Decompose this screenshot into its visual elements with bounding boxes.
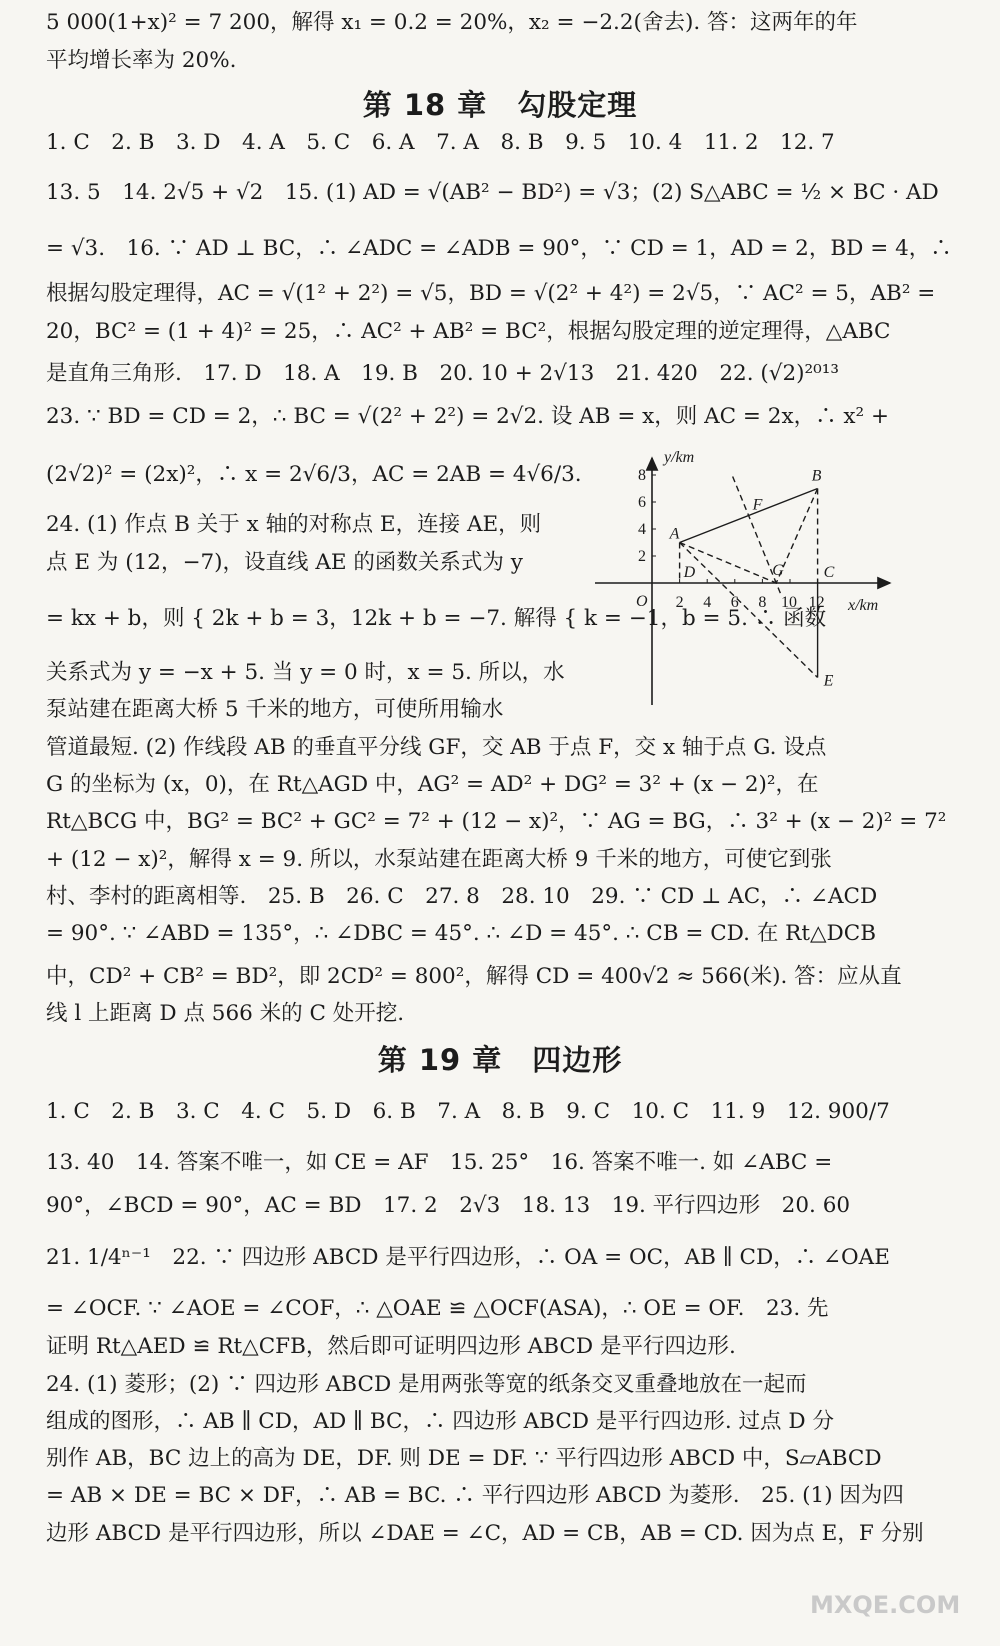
text-line-19: + (12 − x)²，解得 x = 9. 所以，水泵站建在距离大桥 9 千米的地方，可使它到张 (46, 847, 832, 872)
text-line-14: 关系式为 y = −x + 5. 当 y = 0 时，x = 5. 所以，水 (46, 660, 565, 685)
text-line-32: 别作 AB，BC 边上的高为 DE，DF. 则 DE = DF. ∵ 平行四边形 ABCD 中，S▱ABCD (46, 1446, 882, 1471)
chapter-19-heading: 第 19 章 四边形 (377, 1043, 623, 1077)
text-line-15: 泵站建在距离大桥 5 千米的地方，可使所用输水 (46, 697, 504, 722)
text-line-20: 村、李村的距离相等. 25. B 26. C 27. 8 28. 10 29. ∵ CD ⊥ AC，∴ ∠ACD (46, 884, 878, 909)
text-line-26: 90°，∠BCD = 90°，AC = BD 17. 2 2√3 18. 13 19. 平行四边形 20. 60 (46, 1193, 851, 1218)
text-line-5: = √3. 16. ∵ AD ⊥ BC，∴ ∠ADC = ∠ADB = 90°，∵ CD = 1，AD = 2，BD = 4，∴ (46, 236, 952, 261)
point-label-c: C (823, 564, 835, 581)
x-tick-label: 10 (781, 594, 797, 611)
text-line-2: 平均增长率为 20%. (46, 48, 237, 73)
text-line-1: 5 000(1+x)² = 7 200，解得 x₁ = 0.2 = 20%，x₂ = −2.2(舍去). 答：这两年的年 (46, 10, 858, 35)
text-line-6: 根据勾股定理得，AC = √(1² + 2²) = √5，BD = √(2² + 4²) = 2√5，∵ AC² = 5，AB² = (46, 281, 936, 306)
point-label-a: A (669, 525, 680, 543)
y-tick-label: 8 (638, 467, 646, 484)
y-tick-label: 2 (638, 548, 646, 565)
text-line-27: 21. 1/4ⁿ⁻¹ 22. ∵ 四边形 ABCD 是平行四边形，∴ OA = OC，AB ∥ CD，∴ ∠OAE (46, 1245, 890, 1270)
text-line-13: = kx + b，则 { 2k + b = 3，12k + b = −7. 解得 { k = −1，b = 5. ∴ 函数 (46, 606, 827, 631)
x-tick-label: 4 (703, 594, 712, 611)
text-line-33: = AB × DE = BC × DF，∴ AB = BC. ∴ 平行四边形 ABCD 为菱形. 25. (1) 因为四 (46, 1483, 904, 1508)
point-label-b: B (811, 467, 822, 485)
text-line-18: Rt△BCG 中，BG² = BC² + GC² = 7² + (12 − x)²，∵ AG = BG，∴ 3² + (x − 2)² = 7² (46, 809, 947, 834)
x-tick-label: 8 (758, 594, 767, 611)
text-line-10: (2√2)² = (2x)²，∴ x = 2√6/3，AC = 2AB = 4√6/3. (46, 462, 582, 487)
site-watermark: MXQE.COM (810, 1591, 961, 1619)
text-line-29: 证明 Rt△AED ≌ Rt△CFB，然后即可证明四边形 ABCD 是平行四边形. (46, 1334, 736, 1359)
text-line-31: 组成的图形，∴ AB ∥ CD，AD ∥ BC，∴ 四边形 ABCD 是平行四边形. 过点 D 分 (46, 1409, 834, 1434)
text-line-24: 1. C 2. B 3. C 4. C 5. D 6. B 7. A 8. B 9. C 10. C 11. 9 12. 900/7 (46, 1099, 890, 1124)
text-line-4: 13. 5 14. 2√5 + √2 15. (1) AD = √(AB² − BD²) = √3；(2) S△ABC = ½ × BC · AD (46, 180, 939, 205)
point-label-d: D (683, 564, 696, 581)
coordinate-graph (590, 450, 950, 720)
text-line-16: 管道最短. (2) 作线段 AB 的垂直平分线 GF，交 AB 于点 F，交 x 轴于点 G. 设点 (46, 735, 827, 760)
chapter-18-heading: 第 18 章 勾股定理 (362, 88, 638, 122)
text-line-25: 13. 40 14. 答案不唯一，如 CE = AF 15. 25° 16. 答案不唯一. 如 ∠ABC = (46, 1150, 833, 1175)
y-axis-label: y/km (664, 449, 695, 466)
text-line-8: 是直角三角形. 17. D 18. A 19. B 20. 10 + 2√13 21. 420 22. (√2)²⁰¹³ (46, 361, 840, 386)
x-tick-label: 6 (730, 594, 739, 611)
text-line-34: 边形 ABCD 是平行四边形，所以 ∠DAE = ∠C，AD = CB，AB = CD. 因为点 E，F 分别 (46, 1521, 924, 1546)
x-tick-label: 12 (808, 594, 825, 611)
text-line-23: 线 l 上距离 D 点 566 米的 C 处开挖. (46, 1001, 405, 1026)
text-line-17: G 的坐标为 (x，0)，在 Rt△AGD 中，AG² = AD² + DG² = 3² + (x − 2)²，在 (46, 772, 819, 797)
origin-label: O (636, 593, 648, 610)
text-line-9: 23. ∵ BD = CD = 2，∴ BC = √(2² + 2²) = 2√2. 设 AB = x，则 AC = 2x，∴ x² + (46, 404, 890, 429)
text-line-7: 20，BC² = (1 + 4)² = 25，∴ AC² + AB² = BC²，根据勾股定理的逆定理得，△ABC (46, 319, 891, 344)
text-line-22: 中，CD² + CB² = BD²，即 2CD² = 800²，解得 CD = 400√2 ≈ 566(米). 答：应从直 (46, 964, 902, 989)
text-line-30: 24. (1) 菱形；(2) ∵ 四边形 ABCD 是用两张等宽的纸条交叉重叠地放在一起而 (46, 1372, 807, 1397)
text-line-28: = ∠OCF. ∵ ∠AOE = ∠COF，∴ △OAE ≌ △OCF(ASA)，∴ OE = OF. 23. 先 (46, 1296, 829, 1321)
text-line-3: 1. C 2. B 3. D 4. A 5. C 6. A 7. A 8. B 9. 5 10. 4 11. 2 12. 7 (46, 130, 835, 155)
point-label-e: E (823, 672, 834, 690)
x-axis-label: x/km (848, 597, 879, 614)
y-tick-label: 6 (638, 494, 646, 511)
point-label-g: G (772, 562, 784, 579)
text-line-12: 点 E 为 (12，−7)，设直线 AE 的函数关系式为 y (46, 550, 523, 575)
text-line-11: 24. (1) 作点 B 关于 x 轴的对称点 E，连接 AE，则 (46, 512, 542, 537)
point-label-f: F (752, 496, 763, 514)
y-tick-label: 4 (638, 521, 646, 538)
text-line-21: = 90°. ∵ ∠ABD = 135°，∴ ∠DBC = 45°. ∴ ∠D = 45°. ∴ CB = CD. 在 Rt△DCB (46, 921, 877, 946)
x-tick-label: 2 (675, 594, 684, 611)
